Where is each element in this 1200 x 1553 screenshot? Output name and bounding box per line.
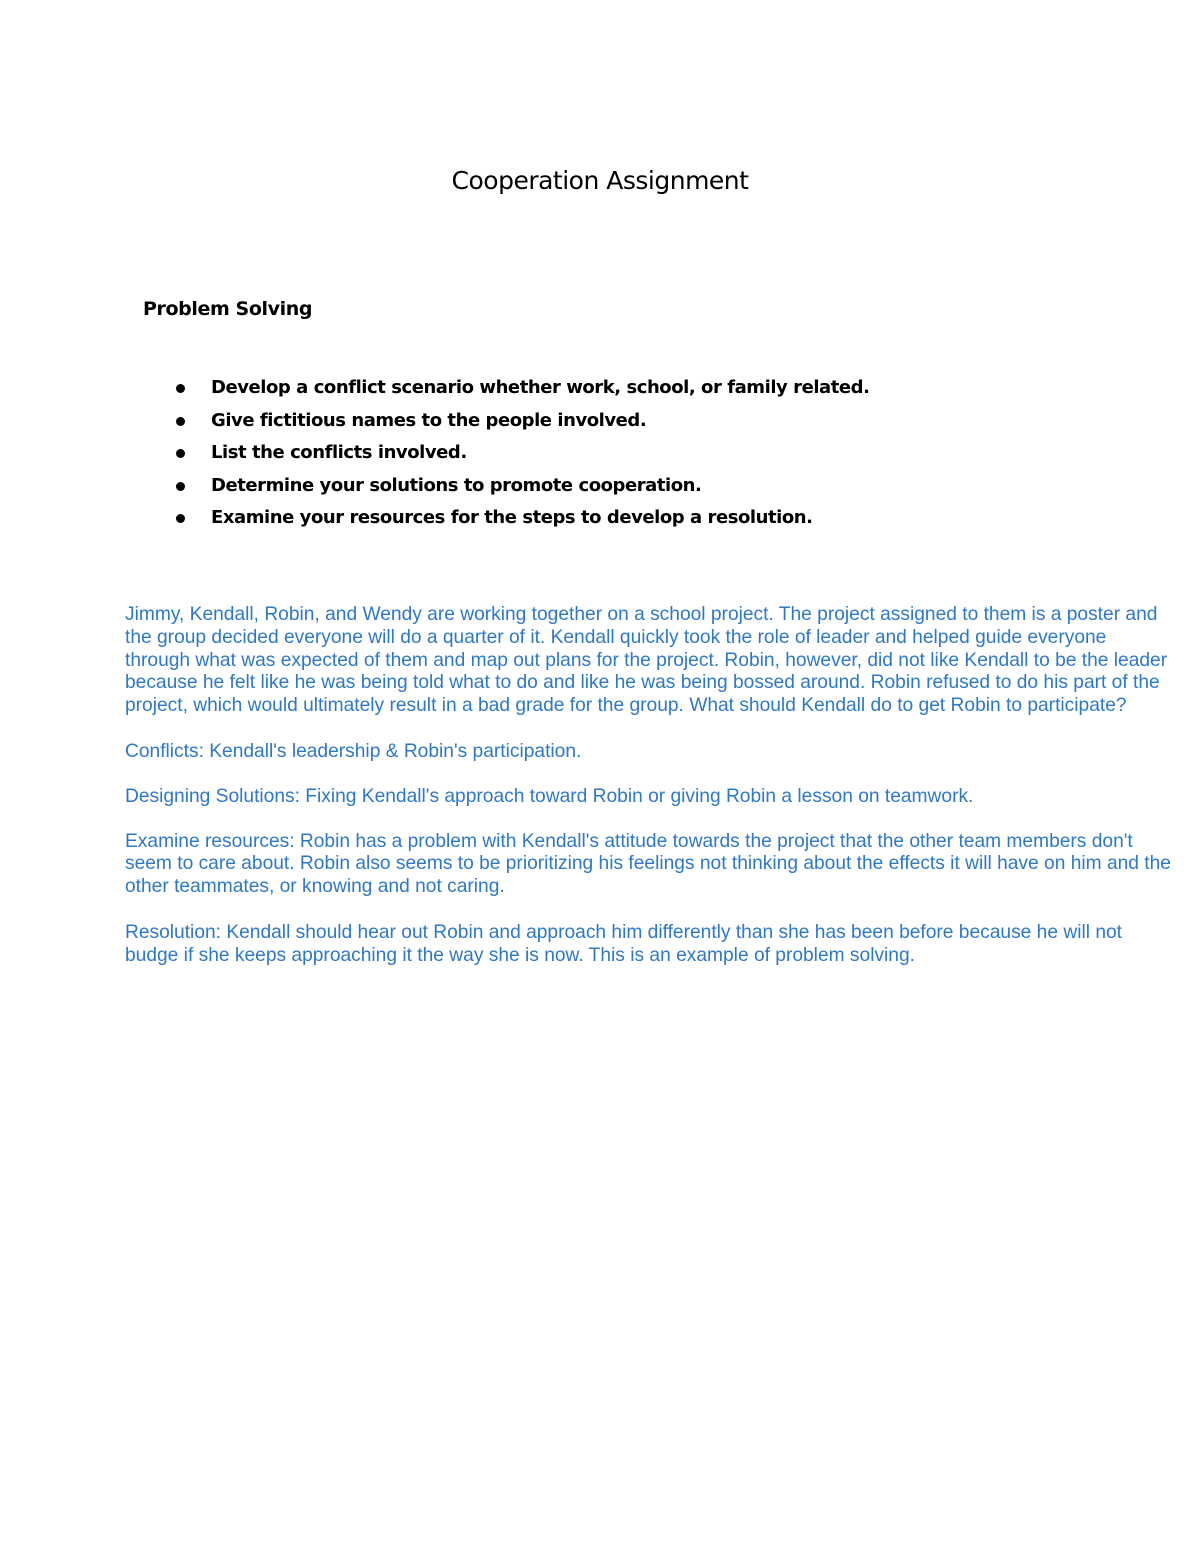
instruction-item	[170, 503, 869, 536]
resources-paragraph: Examine resources: Robin has a problem with Kendall's attitude towards the project that the other team members don't seem to care about. Robin also seems to be prioritizing his feelings not thinking about the effects it will have on him and the other teammates, or knowing and not caring.	[125, 830, 1171, 898]
instruction-list	[170, 373, 869, 536]
bullet-icon	[176, 482, 185, 491]
instruction-text: Examine your resources for the steps to develop a resolution.	[211, 507, 813, 529]
section-heading: Problem Solving	[143, 298, 313, 320]
bullet-icon	[176, 417, 185, 426]
solutions-paragraph: Designing Solutions: Fixing Kendall's approach toward Robin or giving Robin a lesson on teamwork.	[125, 785, 974, 807]
bullet-icon	[176, 384, 185, 393]
instruction-item	[170, 438, 869, 471]
document-title: Cooperation Assignment	[451, 166, 749, 195]
instruction-text: Give fictitious names to the people involved.	[211, 409, 647, 431]
resolution-paragraph: Resolution: Kendall should hear out Robin and approach him differently than she has been before because he will not budge if she keeps approaching it the way she is now. This is an example of problem solving.	[125, 921, 1123, 966]
instruction-item	[170, 373, 869, 406]
instruction-text: Determine your solutions to promote cooperation.	[211, 474, 702, 496]
instruction-item	[170, 406, 869, 439]
bullet-icon	[176, 449, 185, 458]
instruction-text: List the conflicts involved.	[211, 442, 467, 464]
instruction-item	[170, 471, 869, 504]
conflicts-paragraph: Conflicts: Kendall's leadership & Robin's participation.	[125, 740, 582, 762]
instruction-text: Develop a conflict scenario whether work, school, or family related.	[211, 377, 870, 398]
scenario-paragraph: Jimmy, Kendall, Robin, and Wendy are working together on a school project. The project assigned to them is a poster and the group decided everyone will do a quarter of it. Kendall quickly took the role of leader and helped guide everyone through what was expected of them and map out plans for the project. Robin, however, did not like Kendall to be the leader because he felt like he was being told what to do and like he was being bossed around. Robin refused to do his part of the project, which would ultimately result in a bad grade for the group. What should Kendall do to get Robin to participate?	[125, 604, 1168, 717]
bullet-icon	[176, 514, 185, 523]
student-answer	[125, 604, 1175, 991]
